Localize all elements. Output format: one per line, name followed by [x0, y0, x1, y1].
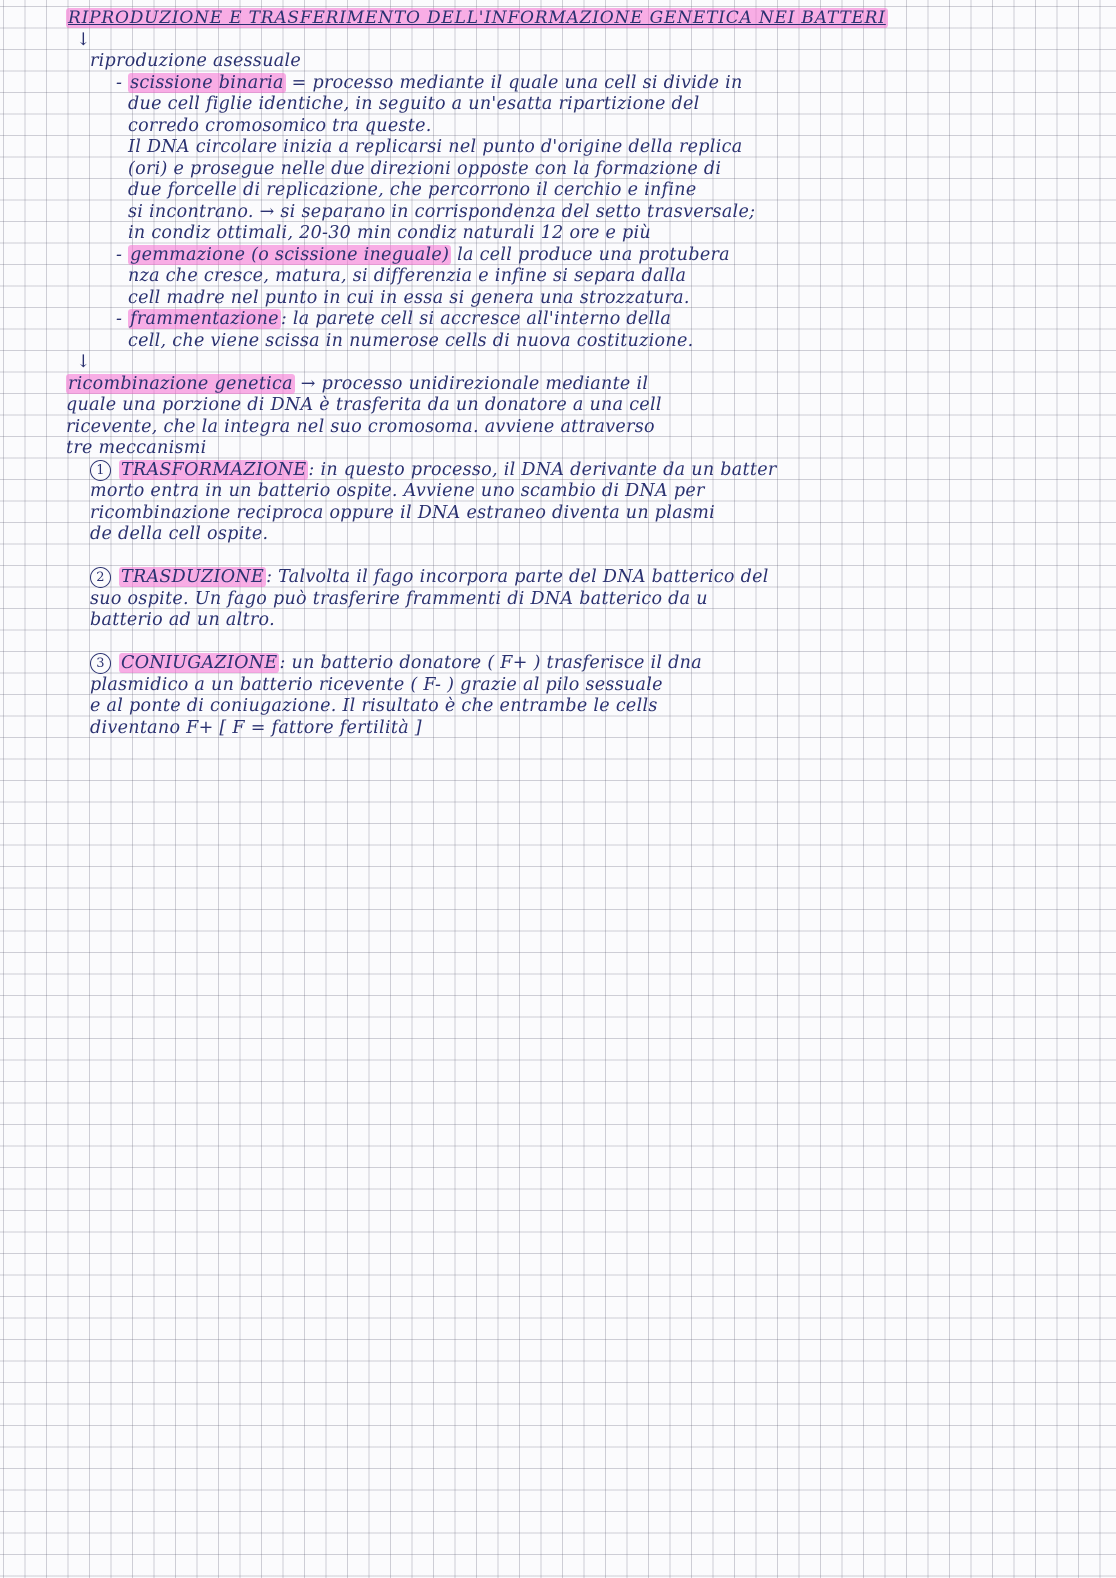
note-line: in condiz ottimali, 20-30 min condiz naturali 12 ore e più — [128, 223, 651, 243]
spacer — [66, 632, 1106, 654]
number-circle-icon: 3 — [90, 653, 111, 674]
note-line: cell, che viene scissa in numerose cells di nuova costituzione. — [128, 330, 694, 351]
page-title: RIPRODUZIONE E TRASFERIMENTO DELL'INFORMAZIONE GENETICA NEI BATTERI — [68, 8, 886, 28]
note-line: e al ponte di coniugazione. Il risultato è che entrambe le cells — [90, 696, 658, 716]
note-line: (ori) e prosegue nelle due direzioni opposte con la formazione di — [128, 158, 722, 179]
note-line: suo ospite. Un fago può trasferire frammenti di DNA batterico da u — [90, 588, 708, 609]
note-line: plasmidico a un batterio ricevente ( F- ) grazie al pilo sessuale — [90, 674, 663, 695]
note-line: ricombinazione genetica → processo unidirezionale mediante il — [68, 373, 649, 394]
note-line: si incontrano. → si separano in corrispondenza del setto trasversale; — [128, 201, 756, 222]
number-circle-icon: 1 — [90, 460, 111, 481]
note-line: cell madre nel punto in cui in essa si genera una strozzatura. — [128, 287, 690, 308]
mechanism-heading: 1 TRASFORMAZIONE : in questo processo, il DNA derivante da un batter — [66, 460, 1106, 482]
note-line: batterio ad un altro. — [90, 610, 275, 630]
note-line: corredo cromosomico tra queste. — [128, 115, 432, 136]
down-arrow-icon: ↓ — [76, 352, 91, 372]
down-arrow-icon: ↓ — [76, 29, 91, 50]
note-line: diventano F+ [ F = fattore fertilità ] — [90, 717, 422, 738]
note-line: ricombinazione reciproca oppure il DNA estraneo diventa un plasmi — [90, 502, 716, 523]
note-line: morto entra in un batterio ospite. Avviene uno scambio di DNA per — [90, 481, 705, 501]
note-line: tre meccanismi — [66, 438, 207, 458]
mechanism-heading: 2 TRASDUZIONE : Talvolta il fago incorpora parte del DNA batterico del — [66, 567, 1106, 589]
note-line: due forcelle di replicazione, che percorrono il cerchio e infine — [128, 180, 697, 200]
note-line: due cell figlie identiche, in seguito a un'esatta ripartizione del — [128, 94, 700, 114]
handwritten-notes — [66, 8, 1106, 739]
spacer — [66, 546, 1106, 568]
mechanism-heading: 3 CONIUGAZIONE : un batterio donatore ( F+ ) trasferisce il dna — [66, 653, 1106, 675]
note-line: - scissione binaria = processo mediante il quale una cell si divide in — [116, 72, 743, 93]
note-line: ricevente, che la integra nel suo cromosoma. avviene attraverso — [66, 416, 655, 437]
note-line: - frammentazione : la parete cell si accresce all'interno della — [116, 309, 672, 329]
note-line: quale una porzione di DNA è trasferita da un donatore a una cell — [66, 395, 662, 415]
note-line: nza che cresce, matura, si differenzia e infine si separa dalla — [128, 266, 687, 286]
note-line: - gemmazione (o scissione ineguale) la cell produce una protubera — [116, 244, 730, 265]
note-line: de della cell ospite. — [90, 524, 269, 544]
section-heading-asexual: riproduzione asessuale — [90, 51, 302, 71]
number-circle-icon: 2 — [90, 567, 111, 588]
note-line: Il DNA circolare inizia a replicarsi nel punto d'origine della replica — [128, 137, 743, 157]
